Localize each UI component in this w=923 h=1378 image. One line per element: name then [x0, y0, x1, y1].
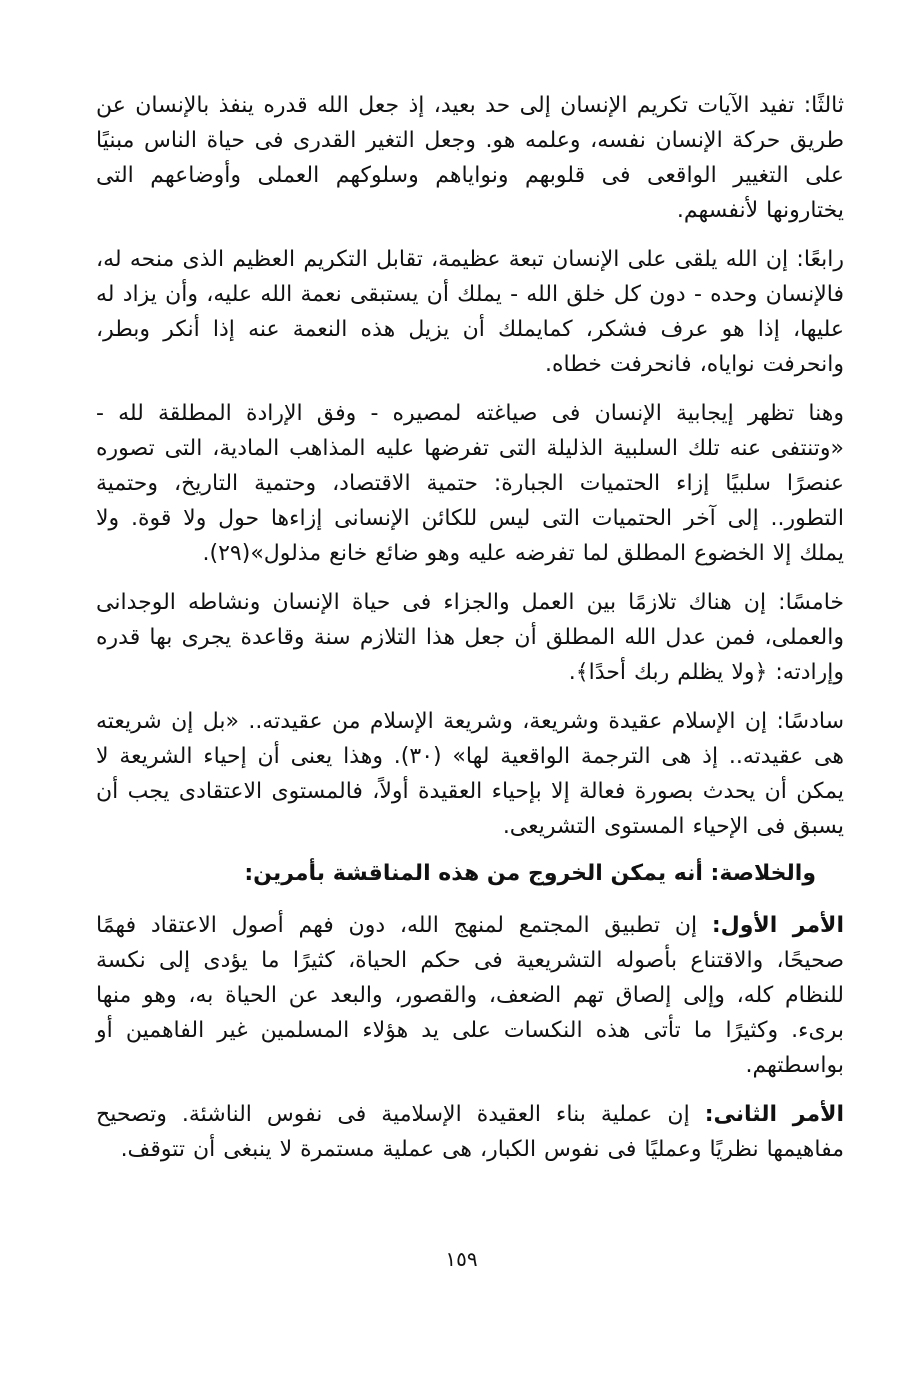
first-matter-text: إن تطبيق المجتمع لمنهج الله، دون فهم أصول الاعتقاد فهمًا صحيحًا، والاقتناع بأصوله التشريعية فى حكم الحياة، كثيرًا ما يؤدى إلى نكسة للنظام كله، وإلى إلصاق تهم الضعف، والقصور، والبعد عن الحياة به، وهو منها برىء. وكثيرًا ما تأتى هذه النكسات على يد هؤلاء المسلمين غير الفاهمين أو بواسطتهم.: [96, 913, 844, 1078]
paragraph-fourth: رابعًا: إن الله يلقى على الإنسان تبعة عظيمة، تقابل التكريم العظيم الذى منحه له، فالإنسان وحده - دون كل خلق الله - يملك أن يستبقى نعمة الله عليه، وأن يزاد له عليها، إذا هو عرف فشكر، كمايملك أن يزيل هذه النعمة عنه إذا أنكر وبطر، وانحرفت نواياه، فانحرفت خطاه.: [96, 247, 844, 377]
first-matter-lead: الأمر الأول:: [711, 913, 844, 938]
second-matter-lead: الأمر الثانى:: [704, 1102, 845, 1127]
page-body: [96, 88, 844, 1181]
conclusion-heading: والخلاصة: أنه يمكن الخروج من هذه المناقشة بأمرين:: [244, 861, 816, 886]
paragraph-first-matter: [96, 908, 844, 1083]
paragraph-positivity: وهنا تظهر إيجابية الإنسان فى صياغته لمصيره - وفق الإرادة المطلقة لله - «وتنتفى عنه تلك السلبية الذليلة التى تفرضها عليه المذاهب المادية، التى تصوره عنصرًا سلبيًا إزاء الحتميات الجبارة: حتمية الاقتصاد، وحتمية التاريخ، وحتمية التطور.. إلى آخر الحتميات التى ليس للكائن الإنسانى إزاءها حول ولا قوة. ولا يملك إلا الخضوع المطلق لما تفرضه عليه وهو ضائع خانع مذلول»(٢٩).: [96, 401, 844, 566]
second-matter-text: إن عملية بناء العقيدة الإسلامية فى نفوس الناشئة. وتصحيح مفاهيمها نظريًا وعمليًا فى نفوس الكبار، هى عملية مستمرة لا ينبغى أن تتوقف.: [96, 1102, 844, 1162]
paragraph-third: ثالثًا: تفيد الآيات تكريم الإنسان إلى حد بعيد، إذ جعل الله قدره ينفذ بالإنسان عن طريق حركة الإنسان نفسه، وعلمه هو. وجعل التغير القدرى فى حياة الناس مبنيًا على التغيير الواقعى فى قلوبهم ونواياهم وسلوكهم العملى وأوضاعهم التى يختارونها لأنفسهم.: [96, 93, 844, 223]
paragraph-sixth: سادسًا: إن الإسلام عقيدة وشريعة، وشريعة الإسلام من عقيدته.. «بل إن شريعته هى عقيدته.. إذ هى الترجمة الواقعية لها» (٣٠). وهذا يعنى أن إحياء الشريعة لا يمكن أن يحدث بصورة فعالة إلا بإحياء العقيدة أولاً، فالمستوى الاعتقادى يجب أن يسبق فى الإحياء المستوى التشريعى.: [96, 709, 844, 839]
page-number: ١٥٩: [445, 1247, 478, 1271]
paragraph-second-matter: [96, 1097, 844, 1167]
paragraph-fifth: خامسًا: إن هناك تلازمًا بين العمل والجزاء فى حياة الإنسان ونشاطه الوجدانى والعملى، فمن عدل الله المطلق أن جعل هذا التلازم سنة وقاعدة يجرى بها قدره وإرادته: ﴿ولا يظلم ربك أحدًا﴾.: [96, 590, 844, 685]
